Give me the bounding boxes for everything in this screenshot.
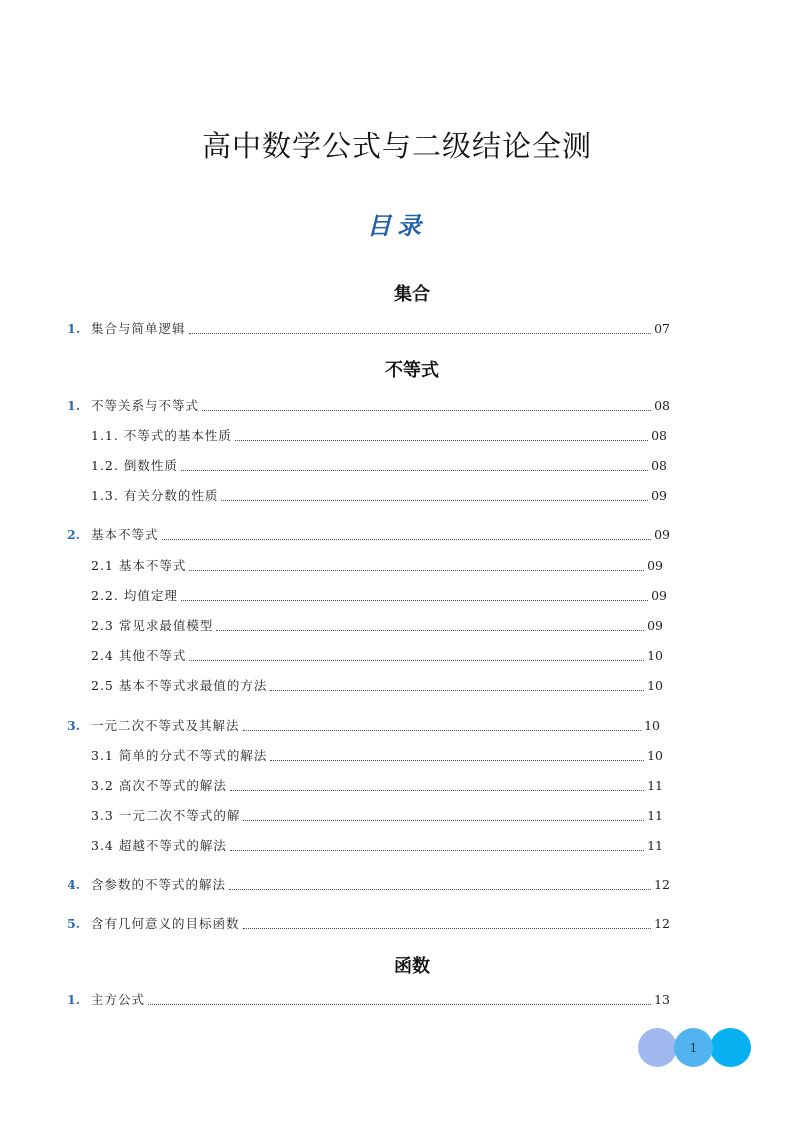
entry-page: 10 (647, 678, 663, 693)
document-title: 高中数学公式与二级结论全测 (201, 129, 592, 163)
page-badge-left-circle (638, 1028, 677, 1067)
toc-subentry[interactable] (91, 617, 663, 635)
entry-page: 09 (651, 488, 667, 503)
entry-label: 3.2 高次不等式的解法 (91, 778, 227, 793)
entry-label: 2.2. 均值定理 (91, 588, 178, 603)
entry-label: 3.3 一元二次不等式的解 (91, 808, 241, 823)
entry-number: 1. (67, 321, 81, 336)
page-number-badge (674, 1028, 713, 1067)
leader-dots (181, 590, 648, 601)
entry-label: 不等关系与不等式 (91, 398, 200, 413)
toc-subentry[interactable] (91, 457, 667, 475)
toc-subentry[interactable] (91, 427, 667, 445)
leader-dots (229, 879, 651, 890)
entry-page: 13 (654, 992, 670, 1007)
leader-dots (216, 620, 644, 631)
entry-number: 3. (67, 718, 81, 733)
entry-number: 5. (67, 916, 81, 931)
entry-page: 08 (651, 458, 667, 473)
leader-dots (230, 780, 644, 791)
toc-entry[interactable] (67, 876, 670, 894)
toc-title: 目录 (367, 211, 427, 240)
entry-label: 含参数的不等式的解法 (91, 877, 227, 892)
leader-dots (243, 918, 652, 929)
leader-dots (189, 323, 652, 334)
toc-subentry[interactable] (91, 777, 663, 795)
leader-dots (235, 430, 648, 441)
toc-entry[interactable] (67, 991, 670, 1009)
entry-label: 基本不等式 (91, 527, 159, 542)
toc-entry[interactable] (67, 397, 670, 415)
page-badge-right-circle (710, 1028, 751, 1067)
leader-dots (230, 840, 644, 851)
leader-dots (189, 650, 644, 661)
leader-dots (270, 750, 644, 761)
leader-dots (202, 400, 651, 411)
leader-dots (270, 680, 644, 691)
toc-entry[interactable] (67, 915, 670, 933)
entry-page: 11 (647, 808, 663, 823)
leader-dots (162, 529, 652, 540)
toc-subentry[interactable] (91, 677, 663, 695)
entry-number: 2. (67, 527, 81, 542)
section-heading-functions: 函数 (394, 956, 430, 977)
entry-label: 2.5 基本不等式求最值的方法 (91, 678, 268, 693)
entry-number: 1. (67, 992, 81, 1007)
entry-number: 1. (67, 398, 81, 413)
entry-number: 4. (67, 877, 81, 892)
entry-page: 10 (647, 748, 663, 763)
entry-label: 3.4 超越不等式的解法 (91, 838, 227, 853)
entry-page: 11 (647, 838, 663, 853)
toc-entry[interactable] (67, 526, 670, 544)
toc-subentry[interactable] (91, 837, 663, 855)
entry-label: 1.2. 倒数性质 (91, 458, 178, 473)
entry-page: 11 (647, 778, 663, 793)
entry-page: 08 (654, 398, 670, 413)
toc-entry[interactable] (67, 717, 660, 735)
entry-page: 10 (644, 718, 660, 733)
entry-page: 10 (647, 648, 663, 663)
leader-dots (243, 810, 644, 821)
toc-subentry[interactable] (91, 647, 663, 665)
entry-label: 一元二次不等式及其解法 (91, 718, 240, 733)
entry-label: 1.1. 不等式的基本性质 (91, 428, 232, 443)
entry-page: 09 (647, 618, 663, 633)
leader-dots (148, 994, 651, 1005)
leader-dots (243, 720, 642, 731)
toc-subentry[interactable] (91, 747, 663, 765)
leader-dots (189, 560, 644, 571)
toc-subentry[interactable] (91, 557, 663, 575)
entry-label: 2.1 基本不等式 (91, 558, 187, 573)
entry-label: 2.3 常见求最值模型 (91, 618, 214, 633)
entry-page: 12 (654, 916, 670, 931)
toc-subentry[interactable] (91, 487, 667, 505)
leader-dots (181, 460, 648, 471)
entry-label: 集合与简单逻辑 (91, 321, 186, 336)
entry-label: 2.4 其他不等式 (91, 648, 187, 663)
entry-page: 09 (651, 588, 667, 603)
entry-label: 含有几何意义的目标函数 (91, 916, 240, 931)
toc-entry[interactable] (67, 320, 670, 338)
page-number: 1 (689, 1040, 698, 1055)
entry-page: 07 (654, 321, 670, 336)
section-heading-inequalities: 不等式 (385, 360, 439, 381)
entry-label: 1.3. 有关分数的性质 (91, 488, 219, 503)
entry-page: 08 (651, 428, 667, 443)
entry-label: 主方公式 (91, 992, 146, 1007)
section-heading-sets: 集合 (394, 284, 430, 305)
leader-dots (221, 490, 648, 501)
toc-subentry[interactable] (91, 807, 663, 825)
entry-label: 3.1 简单的分式不等式的解法 (91, 748, 268, 763)
entry-page: 09 (654, 527, 670, 542)
entry-page: 09 (647, 558, 663, 573)
toc-subentry[interactable] (91, 587, 667, 605)
entry-page: 12 (654, 877, 670, 892)
